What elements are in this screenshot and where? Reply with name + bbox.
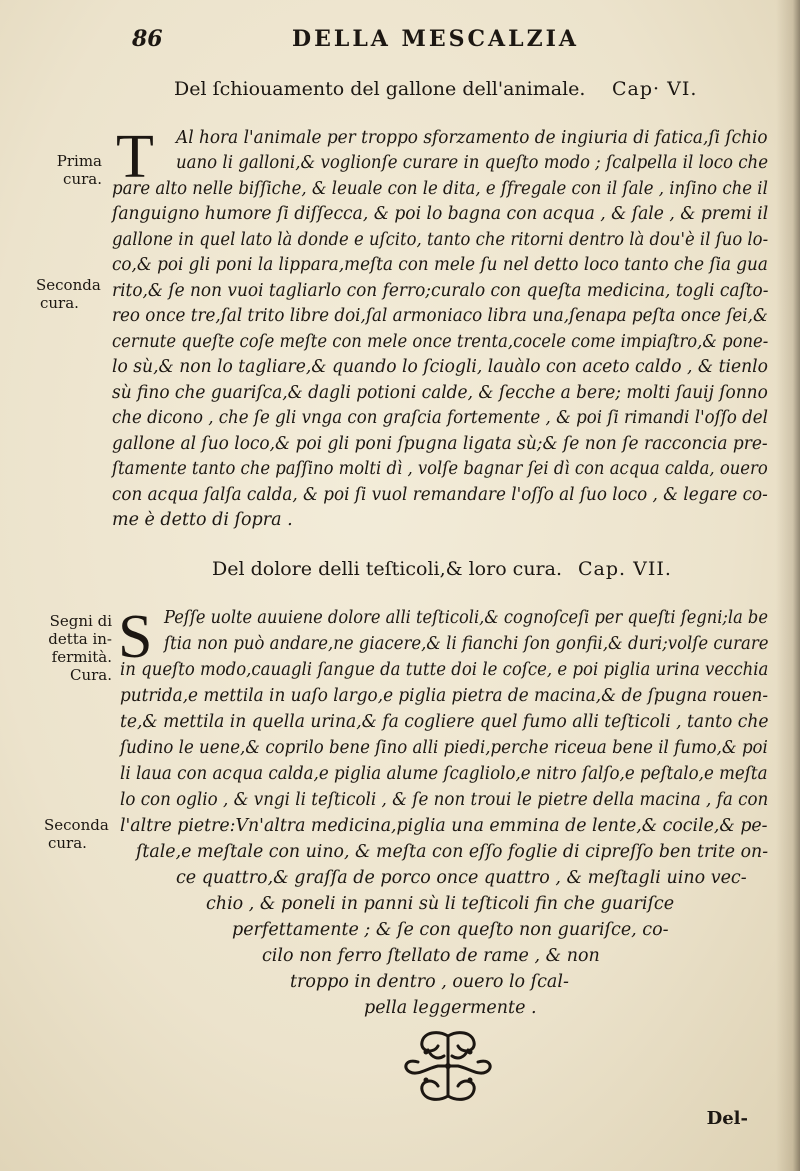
- body-line: chio , & poneli in panni sù li teſticoli fin che guariſce: [206, 894, 675, 914]
- body-line: Peſſe uolte auuiene dolore alli teſticoli,& cognoſceſi per queſti ſegni;la be: [164, 608, 768, 628]
- body-line: ſudino le uene,& coprilo bene ſino alli piedi,perche riceua bene il fumo,& poi: [120, 738, 768, 758]
- dropcap-s: S: [118, 603, 153, 671]
- dropcap-t: T: [116, 123, 154, 191]
- running-head: DELLA MESCALZIA: [292, 26, 579, 52]
- body-line: reo once tre,ſal trito libre doi,ſal armoniaco libra una,ſenapa peſta once ſei,&: [112, 306, 768, 326]
- body-line: ce quattro,& graſſa de porco once quattro , & meſtagli uino vec-: [176, 868, 747, 888]
- body-line: pella leggermente .: [364, 998, 537, 1018]
- chapter-7-title: Del dolore delli teſticoli,& loro cura.: [212, 558, 563, 580]
- body-line: lo sù,& non lo tagliare,& quando lo ſciogli, lauàlo con aceto caldo , & tienlo: [112, 357, 768, 377]
- catchword: Del-: [706, 1108, 748, 1129]
- body-line: troppo in dentro , ouero lo ſcal-: [290, 972, 569, 992]
- body-line: te,& mettila in quella urina,& fa cogliere quel fumo alli teſticoli , tanto che: [120, 712, 769, 732]
- body-line: co,& poi gli poni la lippara,meſta con mele ſu nel detto loco tanto che ſia gua: [112, 255, 768, 275]
- body-line: cernute queſte coſe meſte con mele once trenta,cocele come impiaſtro,& pone-: [112, 332, 769, 352]
- margin-note-line: Seconda: [44, 816, 109, 834]
- body-line: con acqua ſalſa calda, & poi ſi vuol remandare l'oſſo al ſuo loco , & legare co-: [112, 485, 768, 505]
- margin-note-seconda-cura: [36, 276, 101, 312]
- margin-note-line: Segni di: [49, 612, 112, 630]
- margin-note-line: cura.: [63, 170, 102, 188]
- page-number: 86: [132, 26, 163, 52]
- body-line: ſtia non può andare,ne giacere,& li fianchi ſon gonfii,& duri;volſe curare: [164, 634, 769, 654]
- body-line: li laua con acqua calda,e piglia alume ſcagliolo,e nitro ſalſo,e peſtalo,e meſta: [120, 764, 768, 784]
- body-line: pare alto nelle biſſiche, & leuale con le dita, e ſfregale con il ſale , inſino che il: [112, 179, 768, 199]
- margin-note-line: Prima: [56, 152, 102, 170]
- margin-note-line: cura.: [40, 294, 79, 312]
- body-line: cilo non ferro ſtellato de rame , & non: [262, 946, 600, 966]
- body-line: Al hora l'animale per troppo sforzamento de ingiuria di fatica,ſi ſchio: [176, 128, 768, 148]
- body-line: gallone al ſuo loco,& poi gli poni ſpugna ligata sù;& ſe non ſe racconcia pre-: [112, 434, 768, 454]
- body-line: lo con oglio , & vngi li teſticoli , & ſe non troui le pietre della macina , fa con: [120, 790, 769, 810]
- body-line: ſtale,e meſtale con uino, & meſta con eſſo foglie di cipreſſo ben trite on-: [136, 842, 769, 862]
- margin-note-line: Cura.: [69, 666, 112, 684]
- body-line: in queſto modo,cauagli ſangue da tutte doi le coſce, e poi piglia urina vecchia: [120, 660, 769, 680]
- margin-note-seconda-cura-2: [44, 816, 109, 852]
- margin-note-line: detta in-: [48, 630, 112, 648]
- body-line: perfettamente ; & ſe con queſto non guariſce, co-: [232, 920, 669, 940]
- fleuron-ornament-icon: [398, 1028, 498, 1104]
- margin-note-prima-cura: [50, 152, 102, 188]
- body-line: gallone in quel lato là donde e uſcito, tanto che ritorni dentro là dou'è il ſuo lo-: [112, 230, 769, 250]
- chapter-6-label: Cap· VI.: [612, 78, 698, 100]
- chapter-7-label: Cap. VII.: [578, 558, 672, 580]
- page-edge-shadow: [776, 0, 800, 1171]
- body-line: sù fino che guariſca,& dagli potioni calde, & ſecche a bere; molti ſauij ſonno: [112, 383, 768, 403]
- margin-note-segni: [40, 612, 112, 684]
- body-line: che dicono , che ſe gli vnga con graſcia fortemente , & poi ſi rimandi l'oſſo del: [112, 408, 768, 428]
- body-line: l'altre pietre:Vn'altra medicina,piglia una emmina de lente,& cocile,& pe-: [120, 816, 768, 836]
- body-line: me è detto di ſopra .: [112, 510, 293, 530]
- chapter-6-title: Del ſchiouamento del gallone dell'animale.: [174, 78, 586, 100]
- body-line: rito,& ſe non vuoi tagliarlo con ferro;curalo con queſta medicina, togli caſto-: [112, 281, 769, 301]
- body-line: uano li galloni,& voglionſe curare in queſto modo ; ſcalpella il loco che: [176, 153, 768, 173]
- body-line: ſtamente tanto che paſſino molti dì , volſe bagnar ſei dì con acqua calda, ouero: [112, 459, 768, 479]
- margin-note-line: cura.: [48, 834, 87, 852]
- margin-note-line: Seconda: [36, 276, 101, 294]
- body-line: ſanguigno humore ſi diſſecca, & poi lo bagna con acqua , & ſale , & premi il: [112, 204, 769, 224]
- body-line: putrida,e mettila in uaſo largo,e piglia pietra de macina,& de ſpugna rouen-: [120, 686, 769, 706]
- margin-note-line: fermità.: [51, 648, 112, 666]
